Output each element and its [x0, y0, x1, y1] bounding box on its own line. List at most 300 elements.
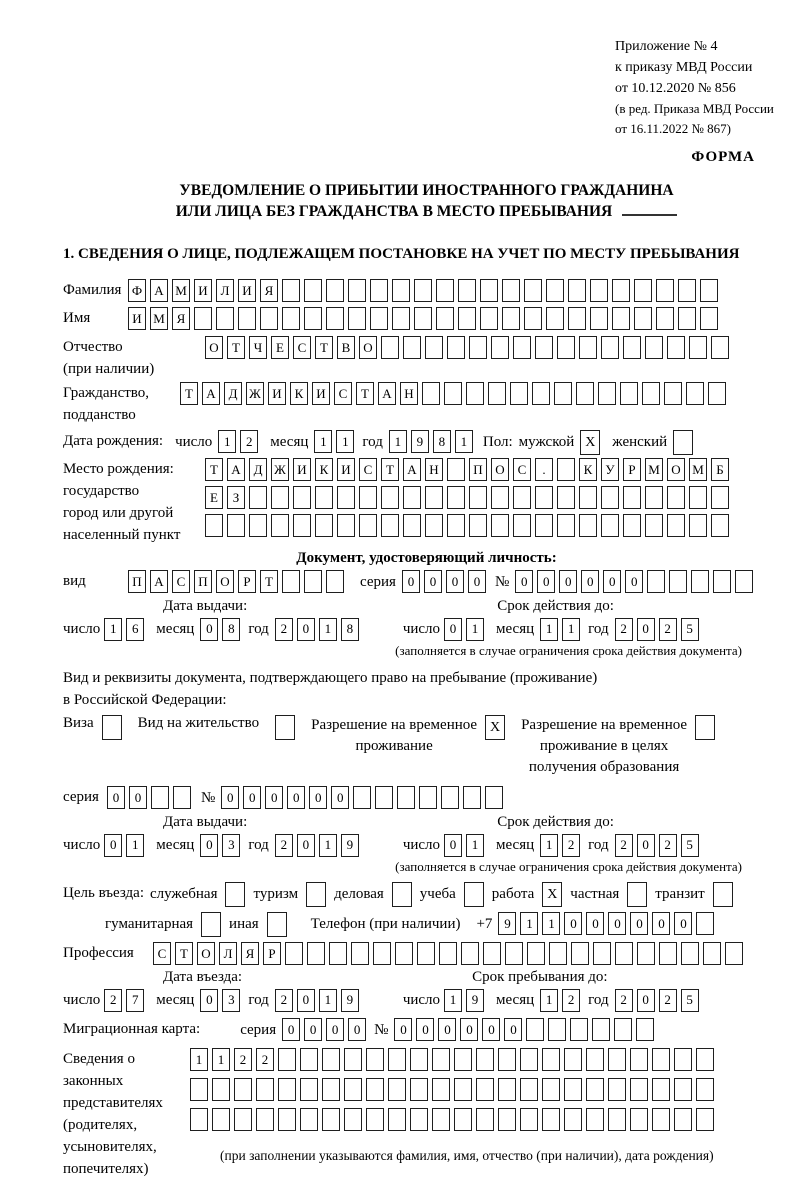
char-cell[interactable]: А: [150, 570, 168, 593]
char-cell[interactable]: [491, 486, 509, 509]
char-cell[interactable]: [557, 514, 575, 537]
char-cell[interactable]: К: [290, 382, 308, 405]
char-cell[interactable]: 1: [319, 618, 337, 641]
char-cell[interactable]: [238, 307, 256, 330]
char-cell[interactable]: [466, 382, 484, 405]
char-cell[interactable]: О: [359, 336, 377, 359]
char-cell[interactable]: [557, 486, 575, 509]
char-cell[interactable]: [674, 1108, 692, 1131]
char-cell[interactable]: И: [194, 279, 212, 302]
char-cell[interactable]: [256, 1078, 274, 1101]
char-cell[interactable]: [403, 514, 421, 537]
char-cell[interactable]: Д: [249, 458, 267, 481]
char-cell[interactable]: [447, 336, 465, 359]
char-cell[interactable]: 2: [562, 989, 580, 1012]
char-cell[interactable]: 0: [504, 1018, 522, 1041]
char-cell[interactable]: [216, 307, 234, 330]
char-cell[interactable]: 1: [542, 912, 560, 935]
char-cell[interactable]: 0: [581, 570, 599, 593]
char-cell[interactable]: 0: [559, 570, 577, 593]
char-cell[interactable]: [546, 307, 564, 330]
char-cell[interactable]: [713, 570, 731, 593]
char-cell[interactable]: 1: [336, 430, 354, 453]
char-cell[interactable]: Б: [711, 458, 729, 481]
char-cell[interactable]: [151, 786, 169, 809]
char-cell[interactable]: 0: [297, 618, 315, 641]
char-cell[interactable]: [642, 382, 660, 405]
char-cell[interactable]: [513, 514, 531, 537]
char-cell[interactable]: [344, 1048, 362, 1071]
char-cell[interactable]: [510, 382, 528, 405]
char-cell[interactable]: 5: [681, 834, 699, 857]
char-cell[interactable]: [432, 1048, 450, 1071]
char-cell[interactable]: [381, 336, 399, 359]
char-cell[interactable]: [630, 1078, 648, 1101]
char-cell[interactable]: 0: [637, 618, 655, 641]
char-cell[interactable]: [447, 458, 465, 481]
char-cell[interactable]: 0: [482, 1018, 500, 1041]
char-cell[interactable]: [458, 279, 476, 302]
char-cell[interactable]: 0: [468, 570, 486, 593]
char-cell[interactable]: [564, 1108, 582, 1131]
char-cell[interactable]: [708, 382, 726, 405]
char-cell[interactable]: [326, 307, 344, 330]
char-cell[interactable]: [645, 336, 663, 359]
char-cell[interactable]: [630, 1048, 648, 1071]
char-cell[interactable]: [674, 1048, 692, 1071]
char-cell[interactable]: [564, 1078, 582, 1101]
char-cell[interactable]: Т: [175, 942, 193, 965]
char-cell[interactable]: Ф: [128, 279, 146, 302]
char-cell[interactable]: [579, 486, 597, 509]
char-cell[interactable]: А: [202, 382, 220, 405]
char-cell[interactable]: [359, 486, 377, 509]
char-cell[interactable]: [691, 570, 709, 593]
char-cell[interactable]: [480, 279, 498, 302]
char-cell[interactable]: [623, 486, 641, 509]
char-cell[interactable]: 0: [608, 912, 626, 935]
char-cell[interactable]: 0: [326, 1018, 344, 1041]
char-cell[interactable]: [432, 1078, 450, 1101]
char-cell[interactable]: [293, 486, 311, 509]
char-cell[interactable]: [454, 1108, 472, 1131]
char-cell[interactable]: [410, 1048, 428, 1071]
char-cell[interactable]: А: [403, 458, 421, 481]
char-cell[interactable]: Е: [271, 336, 289, 359]
char-cell[interactable]: [652, 1048, 670, 1071]
char-cell[interactable]: [322, 1048, 340, 1071]
char-cell[interactable]: М: [150, 307, 168, 330]
char-cell[interactable]: [700, 279, 718, 302]
char-cell[interactable]: [513, 486, 531, 509]
char-cell[interactable]: Я: [241, 942, 259, 965]
char-cell[interactable]: [458, 307, 476, 330]
char-cell[interactable]: 2: [275, 989, 293, 1012]
char-cell[interactable]: [615, 942, 633, 965]
char-cell[interactable]: [593, 942, 611, 965]
char-cell[interactable]: [173, 786, 191, 809]
char-cell[interactable]: [271, 486, 289, 509]
char-cell[interactable]: [425, 336, 443, 359]
char-cell[interactable]: [410, 1108, 428, 1131]
char-cell[interactable]: 1: [540, 989, 558, 1012]
char-cell[interactable]: 2: [256, 1048, 274, 1071]
char-cell[interactable]: [392, 307, 410, 330]
char-cell[interactable]: К: [579, 458, 597, 481]
char-cell[interactable]: Т: [227, 336, 245, 359]
char-cell[interactable]: 1: [314, 430, 332, 453]
char-cell[interactable]: Ж: [246, 382, 264, 405]
char-cell[interactable]: 0: [107, 786, 125, 809]
char-cell[interactable]: Р: [623, 458, 641, 481]
char-cell[interactable]: А: [227, 458, 245, 481]
char-cell[interactable]: 0: [537, 570, 555, 593]
char-cell[interactable]: С: [293, 336, 311, 359]
char-cell[interactable]: [282, 307, 300, 330]
char-cell[interactable]: 0: [282, 1018, 300, 1041]
char-cell[interactable]: [586, 1048, 604, 1071]
char-cell[interactable]: 0: [200, 618, 218, 641]
char-cell[interactable]: [410, 1078, 428, 1101]
char-cell[interactable]: [678, 307, 696, 330]
char-cell[interactable]: 0: [652, 912, 670, 935]
char-cell[interactable]: [636, 1018, 654, 1041]
char-cell[interactable]: [645, 514, 663, 537]
char-cell[interactable]: 0: [416, 1018, 434, 1041]
char-cell[interactable]: [414, 307, 432, 330]
char-cell[interactable]: 0: [297, 834, 315, 857]
char-cell[interactable]: 0: [586, 912, 604, 935]
char-cell[interactable]: [549, 942, 567, 965]
char-cell[interactable]: [249, 514, 267, 537]
char-cell[interactable]: [592, 1018, 610, 1041]
char-cell[interactable]: [570, 1018, 588, 1041]
char-cell[interactable]: [652, 1078, 670, 1101]
char-cell[interactable]: 0: [625, 570, 643, 593]
char-cell[interactable]: [326, 279, 344, 302]
char-cell[interactable]: [344, 1078, 362, 1101]
char-cell[interactable]: [667, 486, 685, 509]
char-cell[interactable]: [304, 279, 322, 302]
char-cell[interactable]: 2: [234, 1048, 252, 1071]
char-cell[interactable]: [505, 942, 523, 965]
char-cell[interactable]: [526, 1018, 544, 1041]
char-cell[interactable]: [370, 307, 388, 330]
char-cell[interactable]: Т: [356, 382, 374, 405]
char-cell[interactable]: Т: [260, 570, 278, 593]
sex-female-checkbox[interactable]: [673, 430, 693, 455]
char-cell[interactable]: 1: [212, 1048, 230, 1071]
option-checkbox[interactable]: [225, 882, 245, 907]
char-cell[interactable]: [381, 486, 399, 509]
char-cell[interactable]: [735, 570, 753, 593]
char-cell[interactable]: [388, 1108, 406, 1131]
char-cell[interactable]: [696, 1108, 714, 1131]
char-cell[interactable]: [278, 1048, 296, 1071]
char-cell[interactable]: [476, 1048, 494, 1071]
char-cell[interactable]: [476, 1078, 494, 1101]
char-cell[interactable]: 1: [520, 912, 538, 935]
char-cell[interactable]: [696, 1048, 714, 1071]
char-cell[interactable]: [520, 1078, 538, 1101]
char-cell[interactable]: 0: [287, 786, 305, 809]
char-cell[interactable]: 9: [466, 989, 484, 1012]
char-cell[interactable]: М: [645, 458, 663, 481]
char-cell[interactable]: [548, 1018, 566, 1041]
char-cell[interactable]: Ж: [271, 458, 289, 481]
char-cell[interactable]: 1: [319, 989, 337, 1012]
char-cell[interactable]: [571, 942, 589, 965]
char-cell[interactable]: М: [172, 279, 190, 302]
char-cell[interactable]: [293, 514, 311, 537]
char-cell[interactable]: И: [238, 279, 256, 302]
char-cell[interactable]: [300, 1108, 318, 1131]
char-cell[interactable]: [535, 486, 553, 509]
char-cell[interactable]: [227, 514, 245, 537]
char-cell[interactable]: [285, 942, 303, 965]
char-cell[interactable]: 1: [218, 430, 236, 453]
char-cell[interactable]: 0: [402, 570, 420, 593]
char-cell[interactable]: 3: [222, 989, 240, 1012]
char-cell[interactable]: М: [689, 458, 707, 481]
temp-residence-checkbox[interactable]: X: [485, 715, 505, 740]
char-cell[interactable]: [447, 486, 465, 509]
char-cell[interactable]: [419, 786, 437, 809]
char-cell[interactable]: [212, 1078, 230, 1101]
char-cell[interactable]: [612, 307, 630, 330]
char-cell[interactable]: [576, 382, 594, 405]
char-cell[interactable]: [395, 942, 413, 965]
char-cell[interactable]: О: [205, 336, 223, 359]
char-cell[interactable]: И: [293, 458, 311, 481]
char-cell[interactable]: [476, 1108, 494, 1131]
char-cell[interactable]: 0: [304, 1018, 322, 1041]
char-cell[interactable]: Р: [238, 570, 256, 593]
char-cell[interactable]: [469, 514, 487, 537]
char-cell[interactable]: [454, 1048, 472, 1071]
char-cell[interactable]: И: [128, 307, 146, 330]
char-cell[interactable]: [579, 514, 597, 537]
char-cell[interactable]: [282, 279, 300, 302]
char-cell[interactable]: [190, 1108, 208, 1131]
char-cell[interactable]: 2: [615, 618, 633, 641]
char-cell[interactable]: 1: [540, 618, 558, 641]
char-cell[interactable]: 3: [222, 834, 240, 857]
char-cell[interactable]: [348, 307, 366, 330]
sex-male-checkbox[interactable]: X: [580, 430, 600, 455]
char-cell[interactable]: [366, 1078, 384, 1101]
char-cell[interactable]: [315, 514, 333, 537]
char-cell[interactable]: [282, 570, 300, 593]
char-cell[interactable]: 0: [297, 989, 315, 1012]
char-cell[interactable]: [326, 570, 344, 593]
char-cell[interactable]: 2: [659, 834, 677, 857]
char-cell[interactable]: [278, 1108, 296, 1131]
char-cell[interactable]: И: [268, 382, 286, 405]
char-cell[interactable]: И: [312, 382, 330, 405]
char-cell[interactable]: [630, 1108, 648, 1131]
option-checkbox[interactable]: [392, 882, 412, 907]
temp-residence-edu-checkbox[interactable]: [695, 715, 715, 740]
char-cell[interactable]: [678, 279, 696, 302]
char-cell[interactable]: [686, 382, 704, 405]
char-cell[interactable]: [194, 307, 212, 330]
char-cell[interactable]: П: [128, 570, 146, 593]
char-cell[interactable]: [535, 336, 553, 359]
char-cell[interactable]: [725, 942, 743, 965]
char-cell[interactable]: [647, 570, 665, 593]
char-cell[interactable]: 0: [129, 786, 147, 809]
char-cell[interactable]: [441, 786, 459, 809]
char-cell[interactable]: 2: [275, 618, 293, 641]
char-cell[interactable]: [322, 1108, 340, 1131]
char-cell[interactable]: [703, 942, 721, 965]
char-cell[interactable]: 2: [659, 618, 677, 641]
visa-checkbox[interactable]: [102, 715, 122, 740]
char-cell[interactable]: [532, 382, 550, 405]
char-cell[interactable]: 9: [498, 912, 516, 935]
char-cell[interactable]: [535, 514, 553, 537]
char-cell[interactable]: .: [535, 458, 553, 481]
char-cell[interactable]: П: [469, 458, 487, 481]
char-cell[interactable]: [414, 279, 432, 302]
char-cell[interactable]: 0: [394, 1018, 412, 1041]
char-cell[interactable]: [469, 336, 487, 359]
char-cell[interactable]: Я: [260, 279, 278, 302]
char-cell[interactable]: [469, 486, 487, 509]
char-cell[interactable]: [689, 514, 707, 537]
char-cell[interactable]: [366, 1048, 384, 1071]
char-cell[interactable]: [403, 486, 421, 509]
char-cell[interactable]: [337, 514, 355, 537]
char-cell[interactable]: 9: [411, 430, 429, 453]
char-cell[interactable]: [542, 1108, 560, 1131]
char-cell[interactable]: [645, 486, 663, 509]
char-cell[interactable]: [461, 942, 479, 965]
char-cell[interactable]: [300, 1048, 318, 1071]
char-cell[interactable]: 0: [446, 570, 464, 593]
char-cell[interactable]: [491, 336, 509, 359]
char-cell[interactable]: З: [227, 486, 245, 509]
char-cell[interactable]: С: [334, 382, 352, 405]
char-cell[interactable]: [667, 514, 685, 537]
char-cell[interactable]: [674, 1078, 692, 1101]
char-cell[interactable]: Н: [425, 458, 443, 481]
char-cell[interactable]: [608, 1078, 626, 1101]
char-cell[interactable]: [520, 1108, 538, 1131]
char-cell[interactable]: 9: [341, 834, 359, 857]
char-cell[interactable]: [212, 1108, 230, 1131]
char-cell[interactable]: [554, 382, 572, 405]
char-cell[interactable]: [370, 279, 388, 302]
char-cell[interactable]: [527, 942, 545, 965]
char-cell[interactable]: 0: [674, 912, 692, 935]
char-cell[interactable]: П: [194, 570, 212, 593]
char-cell[interactable]: 2: [615, 989, 633, 1012]
char-cell[interactable]: [513, 336, 531, 359]
char-cell[interactable]: 0: [309, 786, 327, 809]
char-cell[interactable]: [696, 912, 714, 935]
char-cell[interactable]: [307, 942, 325, 965]
char-cell[interactable]: [568, 307, 586, 330]
char-cell[interactable]: 2: [615, 834, 633, 857]
char-cell[interactable]: 5: [681, 989, 699, 1012]
char-cell[interactable]: С: [513, 458, 531, 481]
char-cell[interactable]: Я: [172, 307, 190, 330]
char-cell[interactable]: [590, 307, 608, 330]
char-cell[interactable]: 0: [265, 786, 283, 809]
char-cell[interactable]: 1: [126, 834, 144, 857]
char-cell[interactable]: 0: [438, 1018, 456, 1041]
char-cell[interactable]: [463, 786, 481, 809]
char-cell[interactable]: [667, 336, 685, 359]
char-cell[interactable]: [656, 307, 674, 330]
char-cell[interactable]: [491, 514, 509, 537]
char-cell[interactable]: 2: [659, 989, 677, 1012]
char-cell[interactable]: [564, 1048, 582, 1071]
char-cell[interactable]: [656, 279, 674, 302]
char-cell[interactable]: [348, 279, 366, 302]
char-cell[interactable]: 1: [562, 618, 580, 641]
option-checkbox[interactable]: [713, 882, 733, 907]
char-cell[interactable]: [205, 514, 223, 537]
char-cell[interactable]: [524, 307, 542, 330]
char-cell[interactable]: [447, 514, 465, 537]
char-cell[interactable]: 8: [433, 430, 451, 453]
char-cell[interactable]: [634, 279, 652, 302]
char-cell[interactable]: [271, 514, 289, 537]
char-cell[interactable]: [436, 279, 454, 302]
char-cell[interactable]: 0: [460, 1018, 478, 1041]
option-checkbox[interactable]: [464, 882, 484, 907]
char-cell[interactable]: [388, 1078, 406, 1101]
char-cell[interactable]: [444, 382, 462, 405]
char-cell[interactable]: [689, 336, 707, 359]
char-cell[interactable]: [485, 786, 503, 809]
char-cell[interactable]: 0: [221, 786, 239, 809]
char-cell[interactable]: 0: [200, 989, 218, 1012]
char-cell[interactable]: [659, 942, 677, 965]
char-cell[interactable]: О: [667, 458, 685, 481]
char-cell[interactable]: 0: [104, 834, 122, 857]
char-cell[interactable]: 2: [104, 989, 122, 1012]
char-cell[interactable]: [425, 514, 443, 537]
char-cell[interactable]: [601, 486, 619, 509]
char-cell[interactable]: [502, 307, 520, 330]
char-cell[interactable]: Р: [263, 942, 281, 965]
char-cell[interactable]: [483, 942, 501, 965]
char-cell[interactable]: [579, 336, 597, 359]
char-cell[interactable]: [520, 1048, 538, 1071]
char-cell[interactable]: [337, 486, 355, 509]
char-cell[interactable]: 0: [637, 989, 655, 1012]
char-cell[interactable]: С: [153, 942, 171, 965]
char-cell[interactable]: 8: [222, 618, 240, 641]
char-cell[interactable]: [498, 1078, 516, 1101]
char-cell[interactable]: [669, 570, 687, 593]
char-cell[interactable]: [381, 514, 399, 537]
char-cell[interactable]: [524, 279, 542, 302]
char-cell[interactable]: [304, 570, 322, 593]
char-cell[interactable]: [711, 336, 729, 359]
option-checkbox[interactable]: [627, 882, 647, 907]
char-cell[interactable]: 0: [200, 834, 218, 857]
char-cell[interactable]: [601, 514, 619, 537]
char-cell[interactable]: [234, 1108, 252, 1131]
char-cell[interactable]: 1: [540, 834, 558, 857]
char-cell[interactable]: [322, 1078, 340, 1101]
char-cell[interactable]: Ч: [249, 336, 267, 359]
